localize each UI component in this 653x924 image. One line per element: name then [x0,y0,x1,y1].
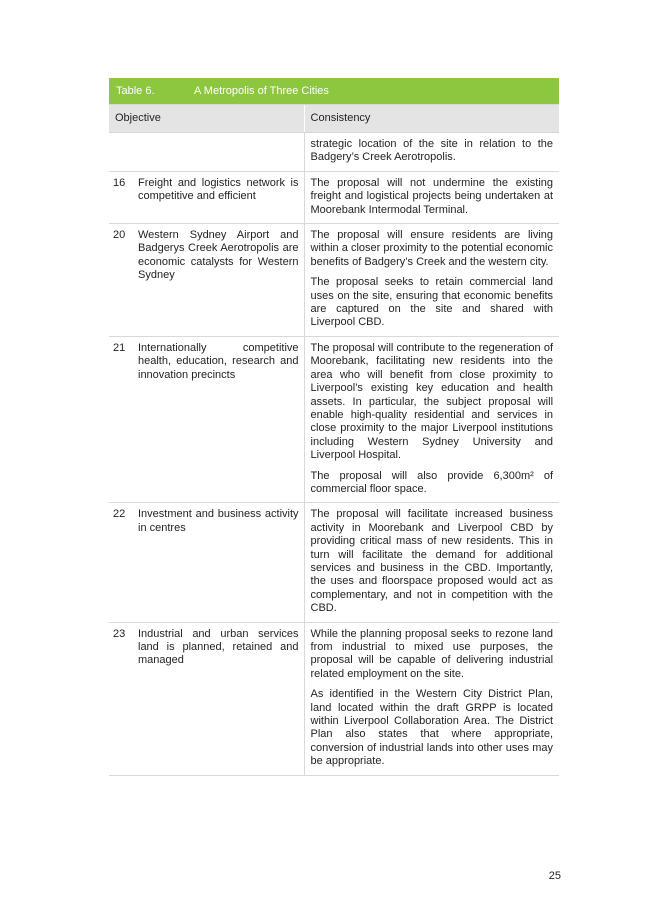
consistency-paragraph: The proposal seeks to retain commercial land uses on the site, ensuring that economic benefits are captured on the site and shared with Liverpool CBD. [310,276,554,329]
objective-cell [132,503,304,622]
objective-text: Freight and logistics network is competitive and efficient [138,176,299,203]
table-row [109,503,559,622]
objective-cell [132,133,304,172]
table-row [109,171,559,223]
table-row [109,133,559,172]
table-caption [109,78,559,104]
consistency-paragraph: The proposal will not undermine the existing freight and logistical projects being undertaken at Moorebank Intermodal Terminal. [310,176,554,216]
consistency-cell [304,622,559,775]
objective-cell [132,336,304,502]
consistency-paragraph: As identified in the Western City District Plan, land located within the draft GRPP is located within Liverpool Collaboration Area. The District Plan also states that where appropriate, conversion of industrial lands into other uses may be appropriate. [310,688,554,768]
objective-cell [132,224,304,337]
consistency-paragraph: The proposal will also provide 6,300m² of commercial floor space. [310,469,554,495]
page-number: 25 [548,870,561,882]
table-row [109,622,559,775]
objective-text: Industrial and urban services land is planned, retained and managed [138,627,299,667]
consistency-cell [304,171,559,223]
table-caption-title: A Metropolis of Three Cities [194,85,329,97]
table-row [109,336,559,502]
column-header-objective: Objective [109,105,304,133]
consistency-paragraph: The proposal will facilitate increased business activity in Moorebank and Liverpool CBD by providing critical mass of new residents. This in turn will facilitate the demand for additional services and business in the CBD. Importantly, the uses and floorspace proposed would act as complementary, and not in competition with the CBD. [310,508,554,615]
consistency-cell [304,336,559,502]
consistency-paragraph: The proposal will ensure residents are living within a closer proximity to the potential economic benefits of Badgery’s Creek and the western city. [310,229,554,268]
objective-number: 22 [109,503,132,622]
objective-text: Internationally competitive health, education, research and innovation precincts [138,341,299,381]
objective-number [109,133,132,172]
consistency-cell [304,133,559,172]
consistency-cell [304,503,559,622]
consistency-paragraph: The proposal will contribute to the regeneration of Moorebank, facilitating new residents into the area who will benefit from close proximity to Liverpool’s existing key education and health assets. In particular, the subject proposal will enable high-quality residential and services in close proximity to the major Liverpool institutions including Western Sydney University and Liverpool Hospital. [310,341,554,462]
consistency-table [109,78,559,776]
consistency-paragraph: While the planning proposal seeks to rezone land from industrial to mixed use purposes, the proposal will be capable of delivering industrial related employment on the site. [310,627,554,680]
objective-cell [132,622,304,775]
objective-cell [132,171,304,223]
objective-text: Western Sydney Airport and Badgerys Creek Aerotropolis are economic catalysts for Western Sydney [138,229,299,282]
table-body [109,104,559,776]
objective-number: 21 [109,336,132,502]
consistency-paragraph: strategic location of the site in relation to the Badgery’s Creek Aerotropolis. [310,138,554,164]
consistency-cell [304,224,559,337]
table-caption-number: Table 6. [116,85,155,97]
table-header-row [109,105,559,133]
table-row [109,224,559,337]
objective-number: 16 [109,171,132,223]
column-header-consistency: Consistency [304,105,559,133]
objective-text: Investment and business activity in centres [138,508,299,534]
objective-number: 20 [109,224,132,337]
objective-number: 23 [109,622,132,775]
